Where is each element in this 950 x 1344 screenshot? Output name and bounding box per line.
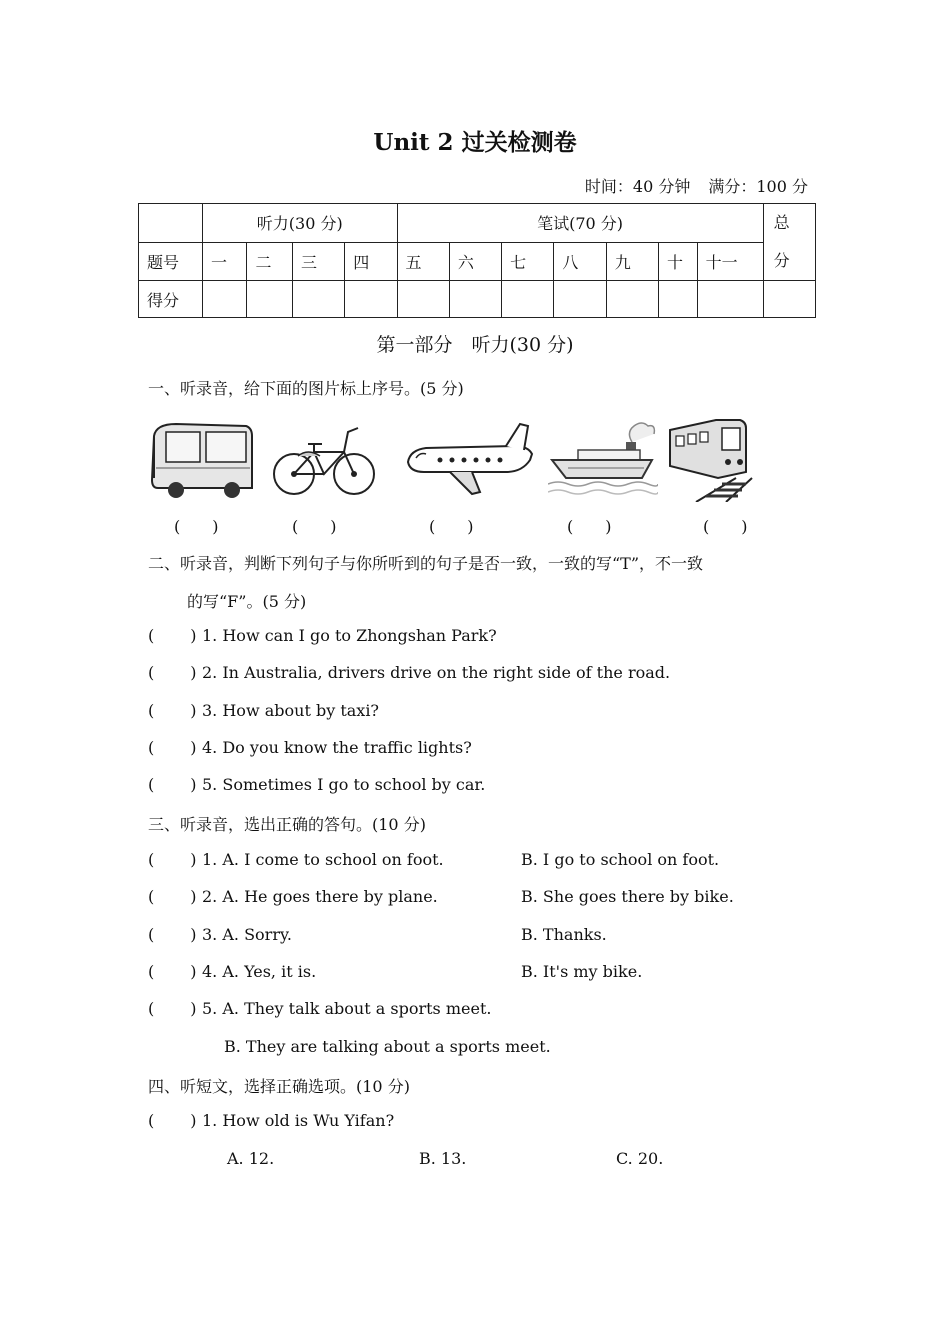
question-item: ( ) 4. A. Yes, it is. (148, 962, 317, 981)
score-table-number: 八 (554, 242, 606, 281)
option-b: B. I go to school on foot. (521, 850, 720, 869)
plane-picture (402, 416, 538, 502)
score-table-score-label: 得分 (139, 281, 203, 318)
option-b: B. They are talking about a sports meet. (224, 1037, 551, 1056)
score-table-number: 四 (345, 242, 397, 281)
question-item: ( ) 1. A. I come to school on foot. (148, 850, 444, 869)
score-cell[interactable] (659, 281, 698, 318)
option-b: B. 13. (419, 1149, 467, 1168)
picture-answer-blank[interactable]: ( ) (567, 517, 612, 536)
picture-answer-blank[interactable]: ( ) (174, 517, 219, 536)
exam-time: 时间：40 分钟 (584, 177, 691, 196)
option-b: B. It's my bike. (521, 962, 643, 981)
score-cell[interactable] (247, 281, 292, 318)
answer-paren[interactable]: ( ) (148, 887, 197, 906)
score-cell[interactable] (202, 281, 246, 318)
score-table-number: 二 (247, 242, 292, 281)
bus-picture (146, 416, 256, 502)
score-table-number: 一 (202, 242, 246, 281)
score-cell[interactable] (697, 281, 763, 318)
question-item: ( ) 3. A. Sorry. (148, 925, 292, 944)
score-cell[interactable] (554, 281, 606, 318)
score-cell[interactable] (292, 281, 344, 318)
score-table-number-row (139, 242, 816, 281)
exam-meta (567, 174, 808, 197)
score-table-number: 十 (659, 242, 698, 281)
answer-paren[interactable]: ( ) (148, 663, 197, 682)
option-a: A. 12. (227, 1149, 275, 1168)
page-title: Unit 2 过关检测卷 (373, 129, 577, 156)
score-cell[interactable] (502, 281, 554, 318)
score-cell[interactable] (397, 281, 449, 318)
score-table-score-row (139, 281, 816, 318)
question-item: ( ) 2. A. He goes there by plane. (148, 887, 438, 906)
section4-heading: 四、听短文，选择正确选项。(10 分) (148, 1077, 410, 1096)
score-table-number: 三 (292, 242, 344, 281)
answer-paren[interactable]: ( ) (148, 925, 197, 944)
question-item: ( ) 3. How about by taxi? (148, 701, 380, 720)
score-cell[interactable] (345, 281, 397, 318)
picture-answer-blank[interactable]: ( ) (429, 517, 474, 536)
score-table-number: 七 (502, 242, 554, 281)
option-b: B. She goes there by bike. (521, 887, 734, 906)
answer-paren[interactable]: ( ) (148, 775, 197, 794)
answer-paren[interactable]: ( ) (148, 850, 197, 869)
answer-paren[interactable]: ( ) (148, 1111, 197, 1130)
score-cell[interactable] (763, 281, 815, 318)
exam-full-score: 满分：100 分 (708, 177, 808, 196)
question-item: ( ) 1. How old is Wu Yifan? (148, 1111, 395, 1130)
score-table-written: 笔试(70 分) (397, 204, 763, 243)
question-item: ( ) 4. Do you know the traffic lights? (148, 738, 472, 757)
score-table-number: 五 (397, 242, 449, 281)
score-cell[interactable] (449, 281, 501, 318)
score-table-number: 六 (449, 242, 501, 281)
train-picture (666, 416, 784, 502)
score-table-total: 总 分 (763, 204, 815, 281)
section1-heading: 一、听录音，给下面的图片标上序号。(5 分) (148, 379, 464, 398)
answer-paren[interactable]: ( ) (148, 626, 197, 645)
question-item: ( ) 1. How can I go to Zhongshan Park? (148, 626, 497, 645)
option-b: B. Thanks. (521, 925, 607, 944)
question-item: ( ) 5. A. They talk about a sports meet. (148, 999, 492, 1018)
score-table-corner (139, 204, 203, 243)
bicycle-picture (268, 416, 380, 502)
question-item: ( ) 5. Sometimes I go to school by car. (148, 775, 486, 794)
section3-heading: 三、听录音，选出正确的答句。(10 分) (148, 815, 426, 834)
part-one-title: 第一部分 听力(30 分) (376, 334, 574, 356)
answer-paren[interactable]: ( ) (148, 738, 197, 757)
answer-paren[interactable]: ( ) (148, 962, 197, 981)
section2-heading-continued: 的写“F”。(5 分) (187, 592, 307, 611)
score-table-number-label: 题号 (139, 242, 203, 281)
answer-paren[interactable]: ( ) (148, 701, 197, 720)
question-item: ( ) 2. In Australia, drivers drive on the right side of the road. (148, 663, 671, 682)
picture-answer-blank[interactable]: ( ) (703, 517, 748, 536)
picture-answer-blank[interactable]: ( ) (292, 517, 337, 536)
score-table (138, 203, 816, 318)
score-table-number: 十一 (697, 242, 763, 281)
answer-paren[interactable]: ( ) (148, 999, 197, 1018)
score-cell[interactable] (606, 281, 658, 318)
section2-heading: 二、听录音，判断下列句子与你所听到的句子是否一致，一致的写“T”，不一致 (148, 554, 704, 573)
score-table-listening: 听力(30 分) (202, 204, 397, 243)
score-table-number: 九 (606, 242, 658, 281)
ship-picture (548, 416, 658, 502)
option-c: C. 20. (616, 1149, 664, 1168)
